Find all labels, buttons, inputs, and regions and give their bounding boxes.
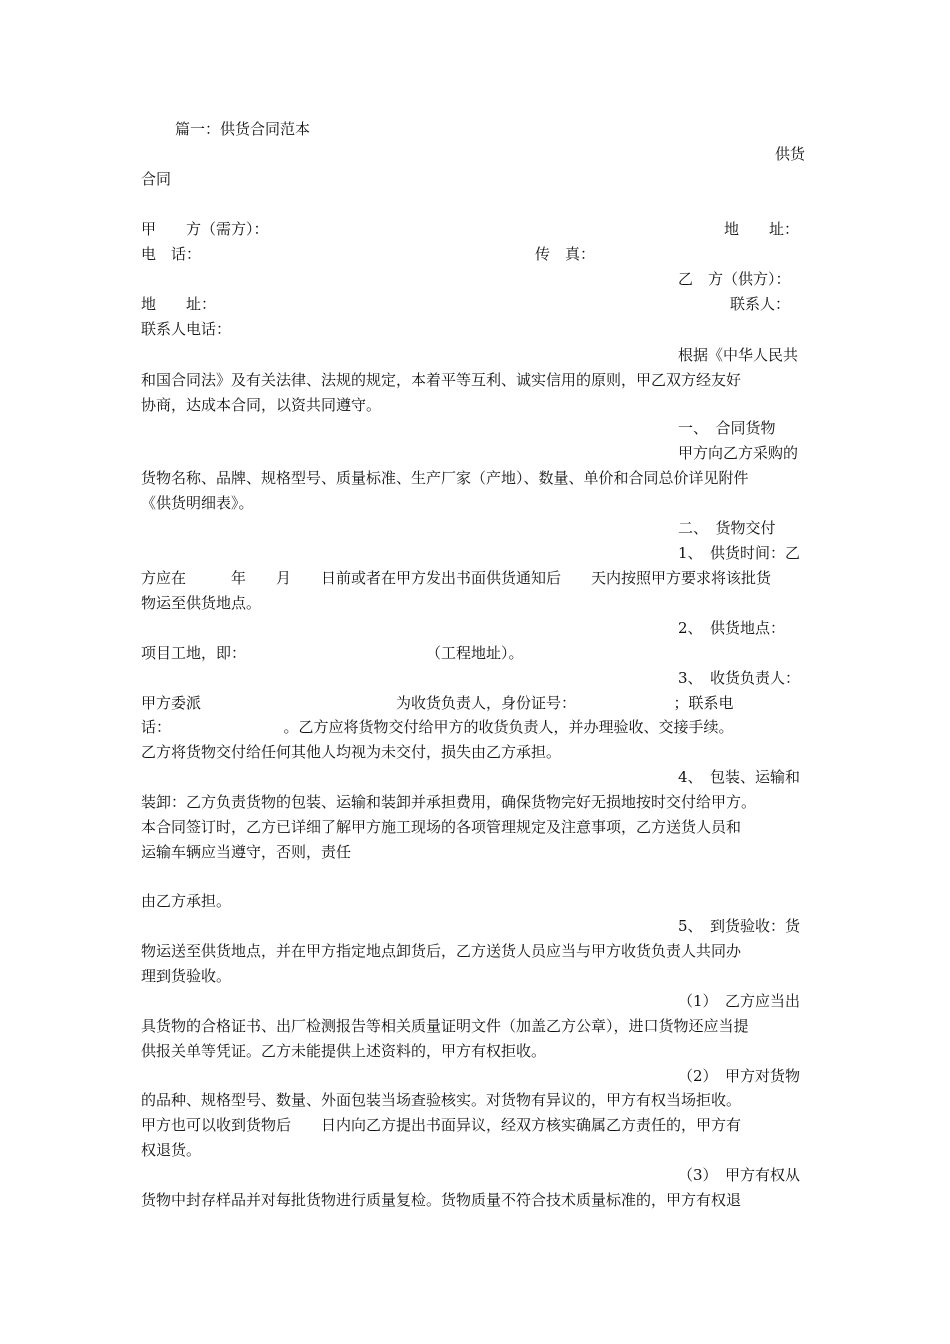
body-line: 由乙方承担。 — [141, 892, 232, 910]
body-line: 项目工地，即： （工程地址）。 — [141, 644, 524, 662]
body-line: 权退货。 — [141, 1141, 202, 1159]
body-line: 乙方将货物交付给任何其他人均视为未交付，损失由乙方承担。 — [141, 743, 562, 761]
body-line: 5、 到货验收：货 — [678, 917, 801, 935]
party-b-label: 乙 方（供方）： — [678, 270, 791, 288]
body-line: 运输车辆应当遵守，否则，责任 — [141, 843, 352, 861]
body-line: 和国合同法》及有关法律、法规的规定，本着平等互利、诚实信用的原则，甲乙双方经友好 — [141, 371, 742, 389]
body-line: 3、 收货负责人： — [678, 669, 801, 687]
body-line: 2、 供货地点： — [678, 619, 786, 637]
body-line: 供报关单等凭证。乙方未能提供上述资料的，甲方有权拒收。 — [141, 1042, 547, 1060]
body-line: 《供货明细表》。 — [141, 494, 254, 512]
body-line: 4、 包装、运输和 — [678, 768, 801, 786]
doc-title-part2: 合同 — [141, 170, 172, 188]
clause-heading: 一、 合同货物 — [678, 419, 776, 437]
party-b-address-label: 地 址： — [141, 295, 217, 313]
body-line: 甲方也可以收到货物后 日内向乙方提出书面异议，经双方核实确属乙方责任的，甲方有 — [141, 1116, 742, 1134]
party-b-contact-phone-label: 联系人电话： — [141, 320, 232, 338]
party-a-phone-label: 电 话： — [141, 245, 202, 263]
body-line: 甲方向乙方采购的 — [678, 444, 799, 462]
body-line: 货物名称、品牌、规格型号、质量标准、生产厂家（产地）、数量、单价和合同总价详见附件 — [141, 469, 749, 487]
party-b-contact-label: 联系人： — [730, 295, 791, 313]
section-title: 篇一：供货合同范本 — [175, 120, 311, 138]
body-line: 物运至供货地点。 — [141, 594, 262, 612]
body-line: 协商，达成本合同，以资共同遵守。 — [141, 396, 382, 414]
body-line: （1） 乙方应当出 — [678, 992, 801, 1010]
body-line: （3） 甲方有权从 — [678, 1166, 801, 1184]
body-line: 1、 供货时间：乙 — [678, 544, 801, 562]
body-line: 装卸：乙方负责货物的包装、运输和装卸并承担费用，确保货物完好无损地按时交付给甲方。 — [141, 793, 757, 811]
body-line: 具货物的合格证书、出厂检测报告等相关质量证明文件（加盖乙方公章），进口货物还应当提 — [141, 1017, 749, 1035]
party-a-address-label: 地 址： — [724, 220, 800, 238]
body-line: 话： 。乙方应将货物交付给甲方的收货负责人，并办理验收、交接手续。 — [141, 718, 734, 736]
party-a-fax-label: 传 真： — [535, 245, 596, 263]
body-line: 方应在 年 月 日前或者在甲方发出书面供货通知后 天内按照甲方要求将该批货 — [141, 569, 772, 587]
body-line: 甲方委派 为收货负责人，身份证号： ；联系电 — [141, 694, 734, 712]
body-line: 物运送至供货地点，并在甲方指定地点卸货后，乙方送货人员应当与甲方收货负责人共同办 — [141, 942, 742, 960]
body-line: （2） 甲方对货物 — [678, 1067, 801, 1085]
body-line: 根据《中华人民共 — [678, 346, 799, 364]
doc-title-part1: 供货 — [775, 145, 806, 163]
body-line: 理到货验收。 — [141, 967, 232, 985]
body-line: 的品种、规格型号、数量、外面包装当场查验核实。对货物有异议的，甲方有权当场拒收。 — [141, 1091, 742, 1109]
clause-heading: 二、 货物交付 — [678, 519, 776, 537]
body-line: 本合同签订时，乙方已详细了解甲方施工现场的各项管理规定及注意事项，乙方送货人员和 — [141, 818, 742, 836]
body-line: 货物中封存样品并对每批货物进行质量复检。货物质量不符合技术质量标准的，甲方有权退 — [141, 1191, 742, 1209]
party-a-label: 甲 方（需方）： — [141, 220, 269, 238]
